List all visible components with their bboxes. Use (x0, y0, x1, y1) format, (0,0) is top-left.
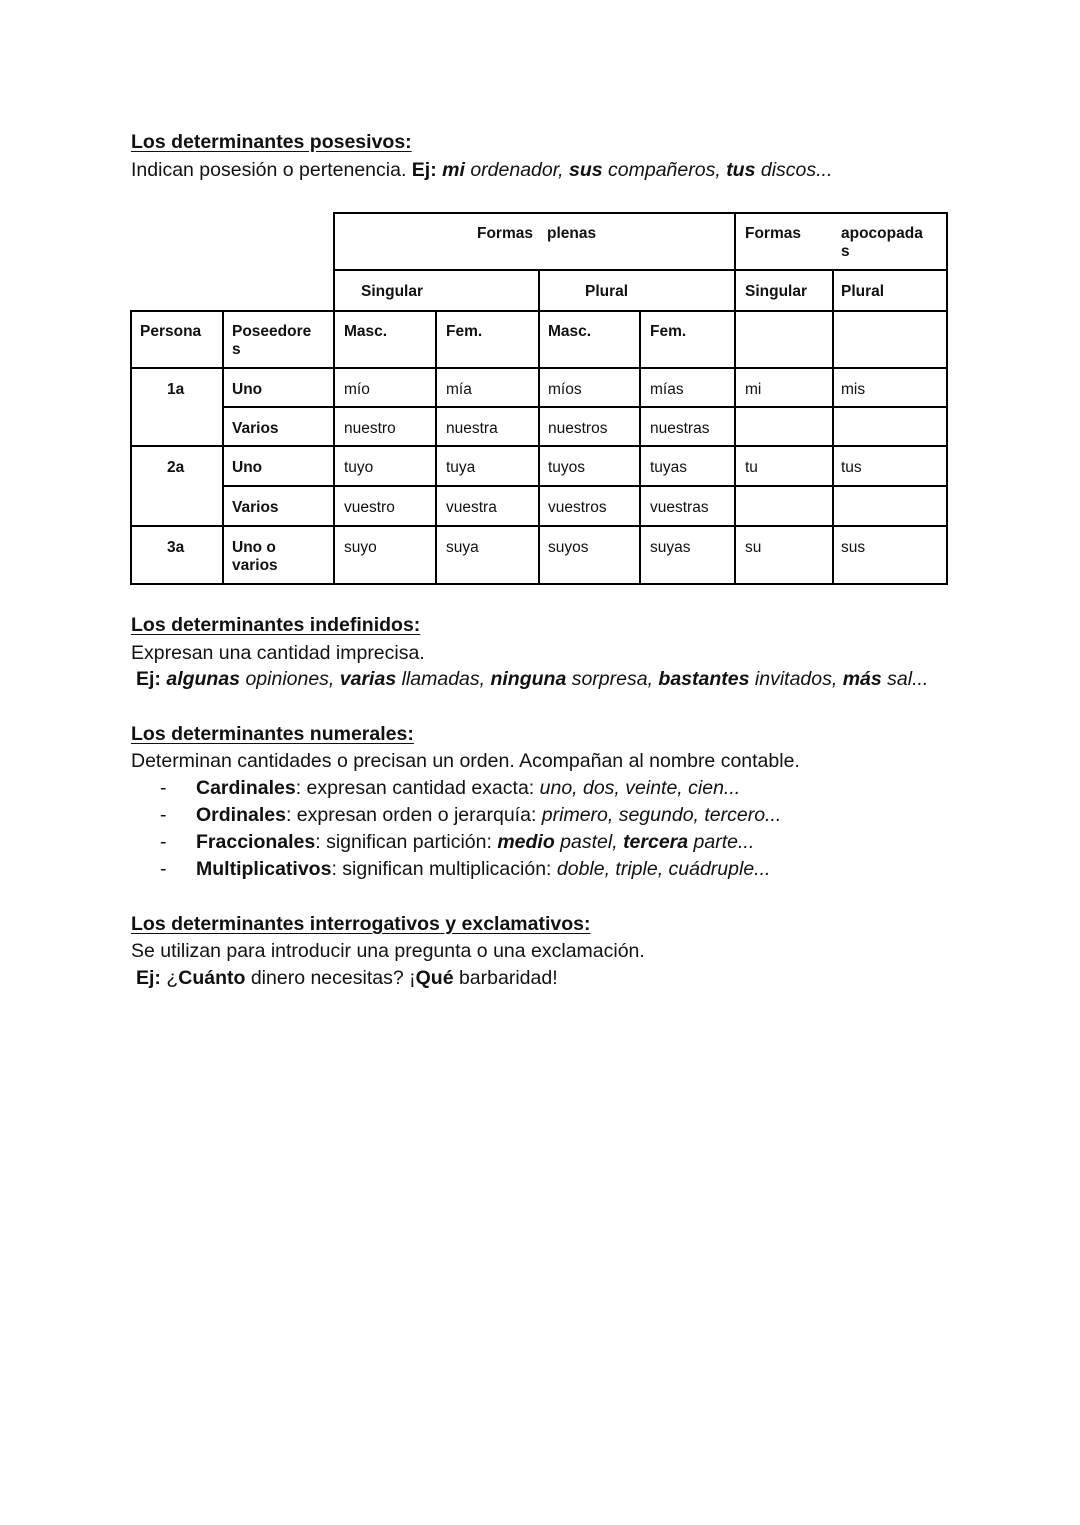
header-masc: Masc. (344, 323, 388, 340)
table-cell: suyas (650, 539, 691, 556)
numerales-intro: Determinan cantidades o precisan un orden. Acompañan al nombre contable. (131, 750, 800, 772)
list-term: Fraccionales (196, 831, 316, 853)
example-bold: ninguna (490, 668, 567, 690)
ej-label: Ej: (136, 967, 161, 989)
list-bullet: - (160, 804, 167, 826)
example-bold: varias (339, 668, 397, 690)
table-cell-poseedor: Uno (232, 381, 263, 398)
table-cell-persona: 2a (167, 459, 185, 476)
example-text: ordenador, (464, 159, 564, 181)
header-apocopada-line1: apocopada (841, 225, 923, 242)
example-text: barbaridad! (453, 967, 558, 989)
example-text: dinero necesitas? (245, 967, 410, 989)
example-bold: mi (442, 159, 465, 181)
header-persona: Persona (140, 323, 202, 340)
header-formas-apocopadas-a: Formas (745, 225, 801, 242)
example-bold: Qué (415, 967, 454, 989)
section-title-numerales: Los determinantes numerales: (131, 723, 414, 745)
table-cell: vuestros (548, 499, 607, 516)
table-cell: tuya (446, 459, 476, 476)
posesivos-intro: Indican posesión o pertenencia. (131, 159, 407, 181)
table-cell: suyo (344, 539, 377, 556)
list-desc: : significan partición: (315, 831, 498, 853)
header-formas-plenas-a: Formas (477, 225, 533, 242)
table-cell-poseedor (223, 530, 333, 575)
list-bullet: - (160, 831, 167, 853)
example-bold: tercera (623, 831, 689, 853)
table-cell: suya (446, 539, 479, 556)
table-cell: tus (841, 459, 862, 476)
header-singular-apocopada: Singular (745, 283, 808, 300)
list-bullet: - (160, 777, 167, 799)
table-cell: suyos (548, 539, 589, 556)
table-cell: mía (446, 381, 472, 398)
poseedor-line2: varios (232, 557, 278, 574)
header-singular: Singular (361, 283, 424, 300)
table-cell-poseedor: Varios (232, 420, 279, 437)
table-cell-persona: 3a (167, 539, 185, 556)
indefinidos-intro: Expresan una cantidad imprecisa. (131, 642, 425, 664)
list-example: primero, segundo, tercero... (541, 804, 782, 826)
example-text: parte... (688, 831, 755, 853)
example-bold: sus (569, 159, 603, 181)
table-cell-poseedor: Uno (232, 459, 263, 476)
table-cell: vuestra (446, 499, 497, 516)
example-text: compañeros, (602, 159, 721, 181)
header-apocopada-line2: s (841, 243, 850, 260)
header-poseedores-line2: s (232, 341, 241, 358)
header-poseedores (223, 314, 333, 359)
example-bold: algunas (166, 668, 241, 690)
header-formas-plenas-b: plenas (547, 225, 597, 242)
ej-label: Ej: (411, 159, 437, 181)
list-desc: : significan multiplicación: (331, 858, 557, 880)
header-poseedores-line1: Poseedore (232, 323, 312, 340)
table-cell-poseedor: Varios (232, 499, 279, 516)
table-cell: vuestro (344, 499, 395, 516)
example-text: ¿ (160, 967, 179, 989)
table-cell: mío (344, 381, 370, 398)
list-term: Cardinales (196, 777, 296, 799)
list-example: doble, triple, cuádruple... (556, 858, 771, 880)
table-cell: nuestro (344, 420, 396, 437)
example-text: discos... (755, 159, 833, 181)
example-text: pastel, (554, 831, 624, 853)
header-fem-plural: Fem. (650, 323, 687, 340)
interrogativos-examples (136, 967, 558, 990)
interrogativos-intro: Se utilizan para introducir una pregunta o una exclamación. (131, 940, 645, 962)
section-title-posesivos: Los determinantes posesivos: (131, 131, 412, 153)
table-cell: nuestras (650, 420, 710, 437)
example-bold: más (842, 668, 882, 690)
table-cell: míos (548, 381, 582, 398)
example-text: ¡ (409, 967, 416, 989)
posesivos-intro-line (131, 159, 832, 182)
header-plural-apocopada: Plural (841, 283, 885, 300)
table-cell: mi (745, 381, 762, 398)
list-desc: : expresan orden o jerarquía: (285, 804, 542, 826)
table-cell: nuestra (446, 420, 498, 437)
header-fem: Fem. (446, 323, 483, 340)
table-cell: tuyos (548, 459, 586, 476)
example-text: sorpresa, (566, 668, 653, 690)
example-bold: Cuánto (178, 967, 246, 989)
example-text: opiniones, (240, 668, 335, 690)
example-text: llamadas, (396, 668, 486, 690)
table-cell: tu (745, 459, 758, 476)
list-term: Ordinales (196, 804, 286, 826)
ej-label: Ej: (136, 668, 161, 690)
example-text: invitados, (749, 668, 838, 690)
table-cell: vuestras (650, 499, 709, 516)
table-cell: tuyas (650, 459, 688, 476)
list-desc: : expresan cantidad exacta: (295, 777, 540, 799)
table-cell: mis (841, 381, 866, 398)
example-bold: bastantes (658, 668, 750, 690)
poseedor-line1: Uno o (232, 539, 276, 556)
table-cell: mías (650, 381, 684, 398)
header-plural: Plural (585, 283, 629, 300)
table-cell: tuyo (344, 459, 374, 476)
list-bullet: - (160, 858, 167, 880)
table-cell-persona: 1a (167, 381, 185, 398)
header-masc-plural: Masc. (548, 323, 592, 340)
table-cell: nuestros (548, 420, 608, 437)
header-formas-apocopadas-b (832, 216, 946, 261)
example-text: sal... (881, 668, 929, 690)
example-bold: medio (497, 831, 555, 853)
section-title-indefinidos: Los determinantes indefinidos: (131, 614, 421, 636)
table-cell: sus (841, 539, 866, 556)
section-title-interrogativos: Los determinantes interrogativos y exclamativos: (131, 913, 591, 935)
list-example: uno, dos, veinte, cien... (539, 777, 741, 799)
list-term: Multiplicativos (196, 858, 332, 880)
table-cell: su (745, 539, 762, 556)
example-bold: tus (726, 159, 756, 181)
indefinidos-examples (136, 668, 928, 691)
